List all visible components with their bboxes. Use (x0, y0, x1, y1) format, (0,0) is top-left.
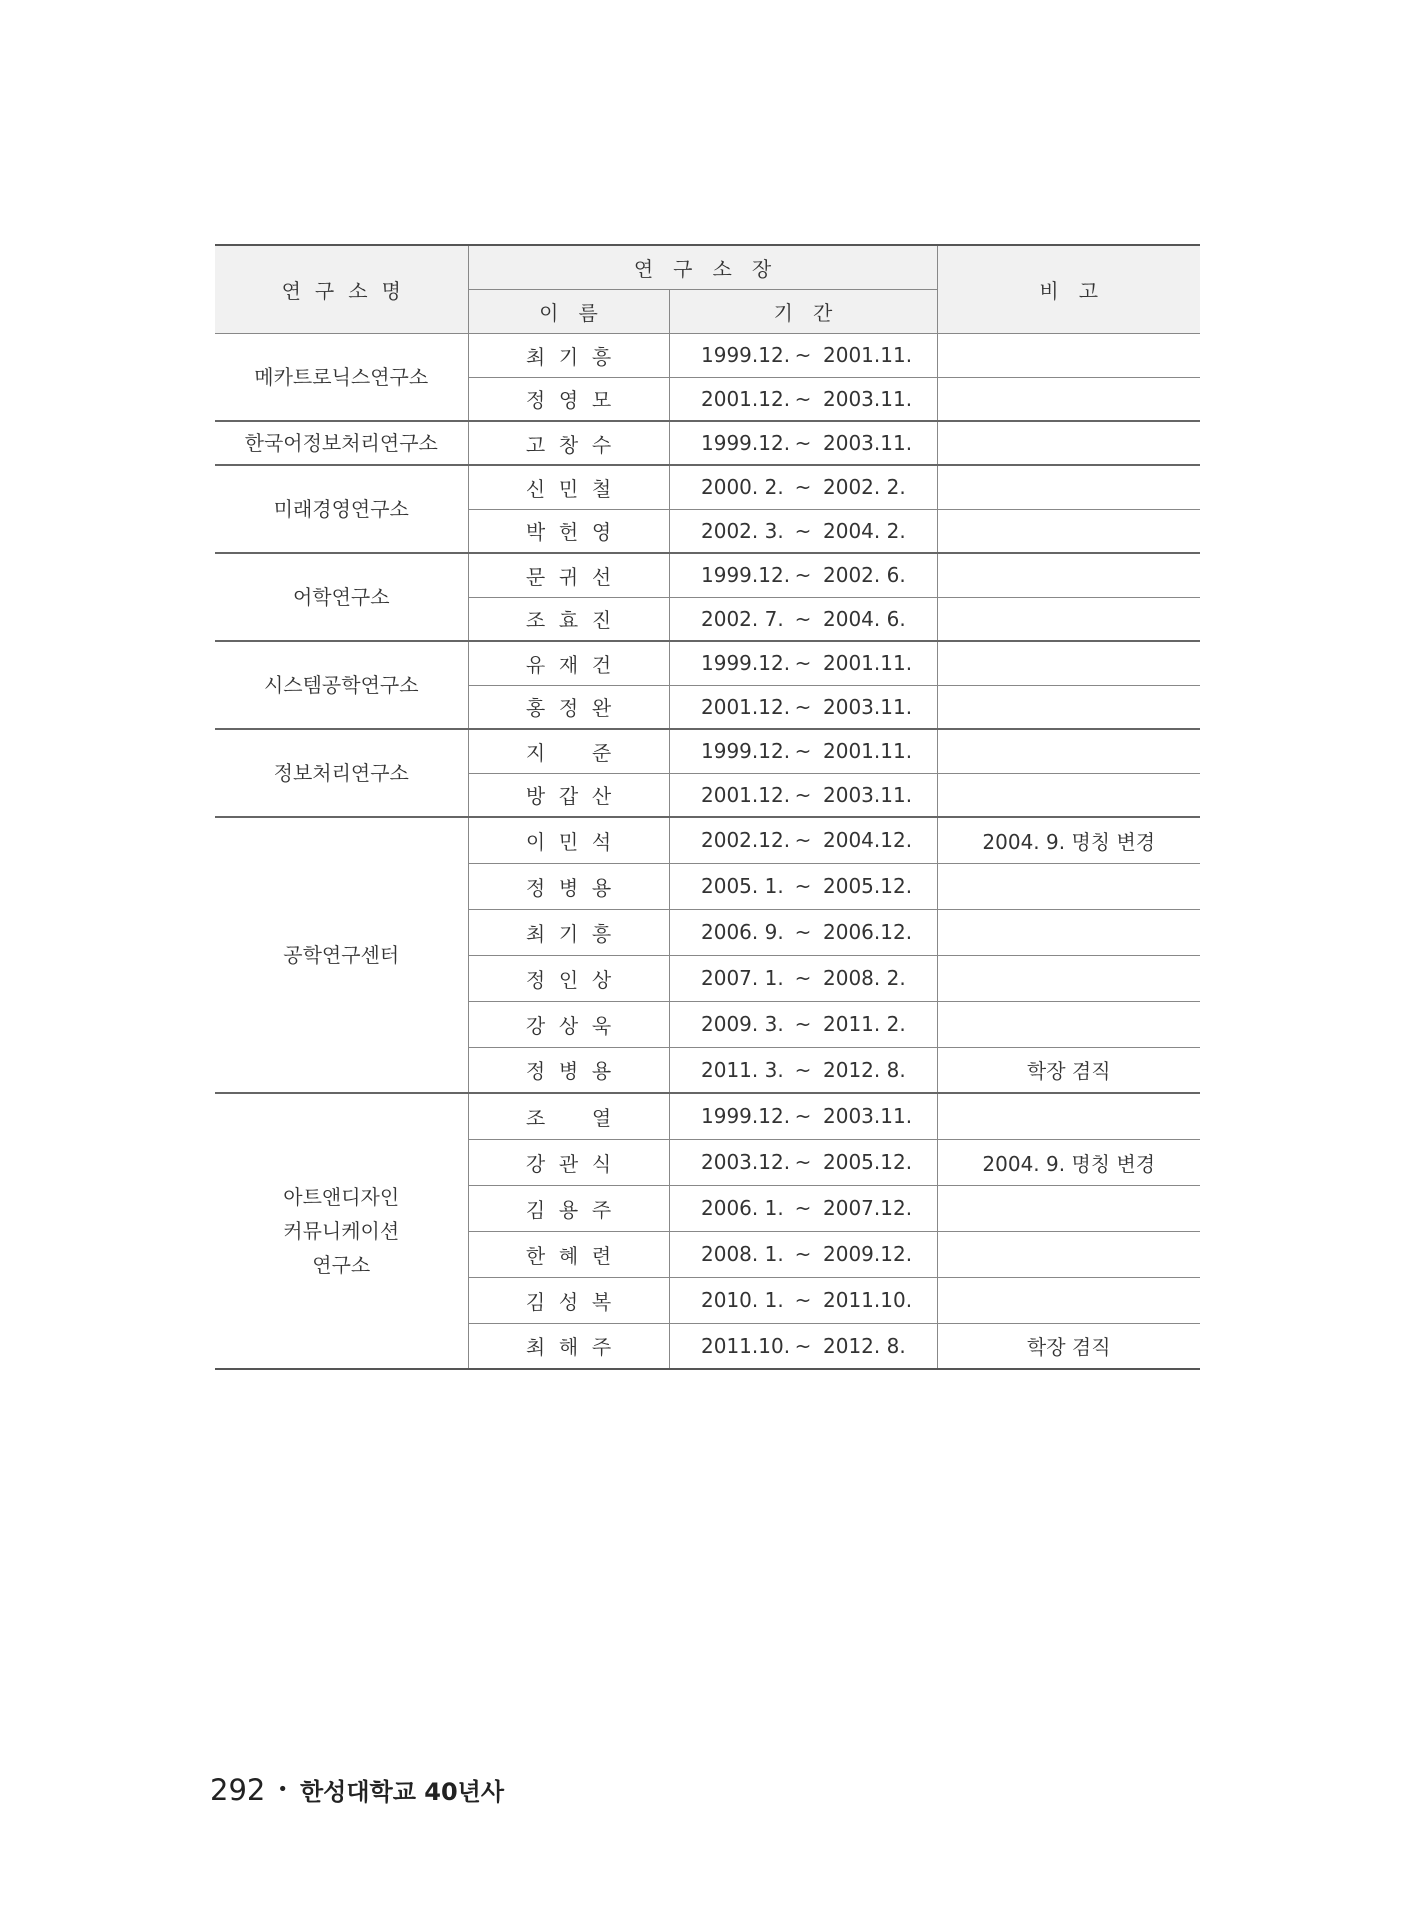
period-cell (669, 729, 937, 773)
period-tilde: ~ (794, 739, 812, 764)
name-char: 강 (525, 1013, 546, 1038)
period-cell (669, 1001, 937, 1047)
name-char: 준 (591, 740, 612, 765)
name-char: 강 (525, 1151, 546, 1176)
director-name-cell (468, 465, 669, 509)
name-char: 조 (525, 608, 546, 633)
director-name-cell (468, 333, 669, 377)
remark-cell (937, 1231, 1200, 1277)
remark-cell (937, 553, 1200, 597)
period-cell (669, 1323, 937, 1369)
name-char: 기 (558, 921, 579, 946)
period-tilde: ~ (794, 1057, 812, 1082)
name-char (558, 737, 580, 766)
name-char: 완 (591, 696, 612, 721)
director-name-cell (468, 641, 669, 685)
period-tilde: ~ (794, 651, 812, 676)
period-tilde: ~ (794, 1333, 812, 1358)
remark-cell (937, 597, 1200, 641)
director-name (525, 516, 613, 545)
period-start: 2001.12. (701, 782, 791, 807)
period-start: 2007. 1. (701, 966, 784, 990)
name-char: 신 (525, 476, 546, 501)
institute-name-line: 커뮤니케이션 (283, 1219, 400, 1243)
header-institute: 연구소명 (215, 245, 468, 333)
period-cell (669, 909, 937, 955)
name-char: 지 (525, 740, 546, 765)
name-char: 열 (591, 1105, 612, 1130)
name-char: 민 (558, 829, 579, 854)
name-char: 흥 (591, 921, 612, 946)
period-tilde: ~ (794, 1150, 812, 1174)
name-char: 방 (525, 784, 546, 809)
period-cell (669, 685, 937, 729)
table-row (215, 729, 1200, 773)
name-char: 정 (525, 875, 546, 900)
period-cell (669, 465, 937, 509)
institute-name-line: 메카트로닉스연구소 (254, 364, 429, 389)
director-name-cell (468, 1323, 669, 1369)
table-row (215, 817, 1200, 863)
period-tilde: ~ (794, 782, 812, 807)
name-char: 용 (591, 875, 612, 900)
period-start: 2001.12. (701, 694, 791, 719)
period-tilde: ~ (794, 694, 812, 719)
name-char: 련 (591, 1243, 612, 1268)
header-name: 이름 (468, 289, 669, 333)
remark-cell: 학장 겸직 (937, 1323, 1200, 1369)
director-name (525, 341, 613, 370)
name-char: 복 (591, 1289, 612, 1314)
period-end: 2004.12. (823, 828, 913, 853)
period-tilde: ~ (794, 343, 812, 367)
period-cell (669, 817, 937, 863)
director-name-cell (468, 955, 669, 1001)
period-start: 2009. 3. (701, 1012, 784, 1036)
director-name-cell (468, 377, 669, 421)
table-row (215, 465, 1200, 509)
period-tilde: ~ (794, 475, 812, 500)
period-end: 2012. 8. (823, 1333, 906, 1358)
name-char: 귀 (558, 564, 579, 589)
period-start: 1999.12. (701, 563, 791, 588)
name-char: 이 (525, 829, 546, 854)
page-footer (210, 1772, 504, 1807)
period-end: 2008. 2. (823, 966, 906, 990)
period-tilde: ~ (794, 518, 812, 543)
period-start: 2002.12. (701, 828, 791, 853)
period-end: 2011.10. (823, 1288, 913, 1312)
director-name (525, 737, 613, 766)
director-name (525, 918, 613, 947)
period-cell (669, 1047, 937, 1093)
director-name-cell (468, 509, 669, 553)
period-end: 2003.11. (823, 386, 913, 411)
period-end: 2006.12. (823, 920, 913, 944)
institute-name-line: 공학연구센터 (283, 943, 400, 967)
period-cell (669, 641, 937, 685)
director-name (525, 1148, 613, 1177)
period-start: 2000. 2. (701, 475, 784, 500)
period-start: 2002. 3. (701, 518, 784, 543)
remark-cell (937, 1277, 1200, 1323)
director-name (525, 604, 613, 633)
institute-cell (215, 421, 468, 465)
directors-table (215, 244, 1200, 1370)
period-tilde: ~ (794, 563, 812, 588)
remark-cell (937, 1093, 1200, 1139)
director-name-cell (468, 1277, 669, 1323)
period-end: 2003.11. (823, 431, 913, 455)
period-start: 1999.12. (701, 651, 791, 676)
director-name-cell (468, 773, 669, 817)
remark-cell (937, 729, 1200, 773)
director-name (525, 1240, 613, 1269)
period-start: 2010. 1. (701, 1288, 784, 1312)
director-name-cell (468, 863, 669, 909)
name-char: 고 (525, 432, 546, 457)
name-char: 산 (591, 784, 612, 809)
remark-cell: 2004. 9. 명칭 변경 (937, 1139, 1200, 1185)
institute-cell (215, 1093, 468, 1369)
name-char: 김 (525, 1289, 546, 1314)
period-tilde: ~ (794, 431, 812, 455)
name-char: 관 (558, 1151, 579, 1176)
period-end: 2002. 6. (823, 563, 906, 588)
period-end: 2011. 2. (823, 1012, 906, 1036)
period-end: 2003.11. (823, 1104, 913, 1129)
table-body (215, 333, 1200, 1369)
remark-cell: 학장 겸직 (937, 1047, 1200, 1093)
remark-cell (937, 1185, 1200, 1231)
name-char: 해 (558, 1335, 579, 1360)
name-char: 영 (558, 388, 579, 413)
period-cell (669, 773, 937, 817)
name-char: 수 (591, 432, 612, 457)
period-tilde: ~ (794, 1196, 812, 1220)
director-name (525, 429, 613, 458)
name-char: 최 (525, 921, 546, 946)
name-char: 욱 (591, 1013, 612, 1038)
director-name (525, 561, 613, 590)
name-char (558, 1102, 580, 1131)
name-char: 헌 (558, 520, 579, 545)
name-char: 갑 (558, 784, 579, 809)
period-start: 1999.12. (701, 739, 791, 764)
period-tilde: ~ (794, 1242, 812, 1266)
institute-cell (215, 465, 468, 553)
period-cell (669, 333, 937, 377)
director-name (525, 384, 613, 413)
name-char: 홍 (525, 696, 546, 721)
name-char: 상 (591, 967, 612, 992)
remark-cell (937, 685, 1200, 729)
table-row (215, 333, 1200, 377)
remark-cell (937, 377, 1200, 421)
name-char: 기 (558, 344, 579, 369)
institute-name-line: 미래경영연구소 (273, 497, 409, 521)
name-char: 주 (591, 1335, 612, 1360)
footer-bullet: • (277, 1779, 288, 1800)
name-char: 문 (525, 564, 546, 589)
director-name-cell (468, 1231, 669, 1277)
table-header (215, 245, 1200, 333)
director-name-cell (468, 685, 669, 729)
name-char: 병 (558, 1059, 579, 1084)
period-start: 2005. 1. (701, 874, 784, 898)
director-name (525, 1102, 613, 1131)
institute-name-line: 시스템공학연구소 (263, 673, 419, 697)
period-cell (669, 377, 937, 421)
name-char: 정 (525, 1059, 546, 1084)
name-char: 정 (525, 967, 546, 992)
director-name-cell (468, 597, 669, 641)
institute-cell (215, 641, 468, 729)
director-name (525, 649, 613, 678)
name-char: 진 (591, 608, 612, 633)
page-number: 292 (210, 1772, 266, 1807)
name-char: 한 (525, 1243, 546, 1268)
name-char: 상 (558, 1013, 579, 1038)
period-start: 2011. 3. (701, 1057, 784, 1082)
remark-cell (937, 773, 1200, 817)
name-char: 선 (591, 564, 612, 589)
period-start: 2006. 9. (701, 920, 784, 944)
period-tilde: ~ (794, 1288, 812, 1312)
institute-name-line: 정보처리연구소 (273, 761, 409, 785)
table-row (215, 421, 1200, 465)
institute-name-line: 아트앤디자인 (283, 1185, 400, 1209)
period-end: 2001.11. (823, 651, 913, 676)
period-cell (669, 1093, 937, 1139)
name-char: 최 (525, 344, 546, 369)
director-name (525, 964, 613, 993)
name-char: 유 (525, 652, 546, 677)
period-cell (669, 553, 937, 597)
director-name (525, 1286, 613, 1315)
name-char: 민 (558, 476, 579, 501)
period-cell (669, 863, 937, 909)
director-name (525, 1010, 613, 1039)
period-start: 1999.12. (701, 1104, 791, 1129)
table-row (215, 553, 1200, 597)
institute-cell (215, 729, 468, 817)
period-cell (669, 597, 937, 641)
period-start: 2003.12. (701, 1150, 791, 1174)
period-end: 2007.12. (823, 1196, 913, 1220)
director-name-cell (468, 729, 669, 773)
period-cell (669, 1231, 937, 1277)
period-end: 2012. 8. (823, 1057, 906, 1082)
name-char: 효 (558, 608, 579, 633)
name-char: 흥 (591, 344, 612, 369)
name-char: 병 (558, 875, 579, 900)
name-char: 최 (525, 1335, 546, 1360)
name-char: 박 (525, 520, 546, 545)
name-char: 김 (525, 1197, 546, 1222)
period-tilde: ~ (794, 828, 812, 853)
period-tilde: ~ (794, 966, 812, 990)
name-char: 영 (591, 520, 612, 545)
director-name (525, 1331, 613, 1360)
institute-name-line: 한국어정보처리연구소 (244, 431, 438, 455)
name-char: 재 (558, 652, 579, 677)
period-tilde: ~ (794, 606, 812, 631)
director-name-cell (468, 1001, 669, 1047)
name-char: 인 (558, 967, 579, 992)
period-start: 2008. 1. (701, 1242, 784, 1266)
director-name (525, 1055, 613, 1084)
remark-cell (937, 333, 1200, 377)
remark-cell (937, 421, 1200, 465)
period-end: 2003.11. (823, 694, 913, 719)
period-end: 2001.11. (823, 343, 913, 367)
name-char: 철 (591, 476, 612, 501)
header-remark: 비고 (937, 245, 1200, 333)
period-cell (669, 955, 937, 1001)
period-cell (669, 509, 937, 553)
period-start: 2002. 7. (701, 606, 784, 631)
header-director-group: 연구소장 (468, 245, 937, 289)
remark-cell: 2004. 9. 명칭 변경 (937, 817, 1200, 863)
period-tilde: ~ (794, 1104, 812, 1129)
period-end: 2004. 2. (823, 518, 906, 543)
period-end: 2004. 6. (823, 606, 906, 631)
institute-cell (215, 553, 468, 641)
director-name-cell (468, 553, 669, 597)
remark-cell (937, 509, 1200, 553)
institute-name-line: 어학연구소 (292, 585, 390, 609)
director-name-cell (468, 817, 669, 863)
name-char: 정 (558, 696, 579, 721)
period-end: 2009.12. (823, 1242, 913, 1266)
name-char: 모 (591, 388, 612, 413)
director-name (525, 780, 613, 809)
period-end: 2005.12. (823, 874, 913, 898)
remark-cell (937, 641, 1200, 685)
header-period: 기간 (669, 289, 937, 333)
institute-name-line: 연구소 (312, 1253, 371, 1277)
period-start: 2011.10. (701, 1333, 791, 1358)
book-title: 한성대학교 40년사 (299, 1778, 505, 1806)
institute-cell (215, 817, 468, 1093)
name-char: 용 (591, 1059, 612, 1084)
table-row (215, 1093, 1200, 1139)
remark-cell (937, 863, 1200, 909)
period-cell (669, 421, 937, 465)
name-char: 용 (558, 1197, 579, 1222)
period-start: 1999.12. (701, 431, 791, 455)
name-char: 조 (525, 1105, 546, 1130)
period-tilde: ~ (794, 874, 812, 898)
institute-cell (215, 333, 468, 421)
director-name-cell (468, 1093, 669, 1139)
director-name (525, 872, 613, 901)
period-end: 2005.12. (823, 1150, 913, 1174)
director-name (525, 1194, 613, 1223)
remark-cell (937, 909, 1200, 955)
name-char: 성 (558, 1289, 579, 1314)
director-name-cell (468, 1047, 669, 1093)
period-end: 2001.11. (823, 739, 913, 764)
table-row (215, 641, 1200, 685)
remark-cell (937, 465, 1200, 509)
name-char: 정 (525, 388, 546, 413)
period-tilde: ~ (794, 1012, 812, 1036)
period-start: 2001.12. (701, 386, 791, 411)
director-name-cell (468, 1139, 669, 1185)
name-char: 창 (558, 432, 579, 457)
period-cell (669, 1277, 937, 1323)
name-char: 주 (591, 1197, 612, 1222)
period-end: 2003.11. (823, 782, 913, 807)
period-cell (669, 1185, 937, 1231)
director-name (525, 826, 613, 855)
director-name (525, 692, 613, 721)
period-cell (669, 1139, 937, 1185)
director-name-cell (468, 421, 669, 465)
remark-cell (937, 955, 1200, 1001)
period-end: 2002. 2. (823, 475, 906, 500)
director-name (525, 473, 613, 502)
name-char: 건 (591, 652, 612, 677)
period-start: 2006. 1. (701, 1196, 784, 1220)
name-char: 석 (591, 829, 612, 854)
period-tilde: ~ (794, 386, 812, 411)
name-char: 식 (591, 1151, 612, 1176)
period-start: 1999.12. (701, 343, 791, 367)
remark-cell (937, 1001, 1200, 1047)
director-name-cell (468, 1185, 669, 1231)
director-name-cell (468, 909, 669, 955)
period-tilde: ~ (794, 920, 812, 944)
name-char: 혜 (558, 1243, 579, 1268)
